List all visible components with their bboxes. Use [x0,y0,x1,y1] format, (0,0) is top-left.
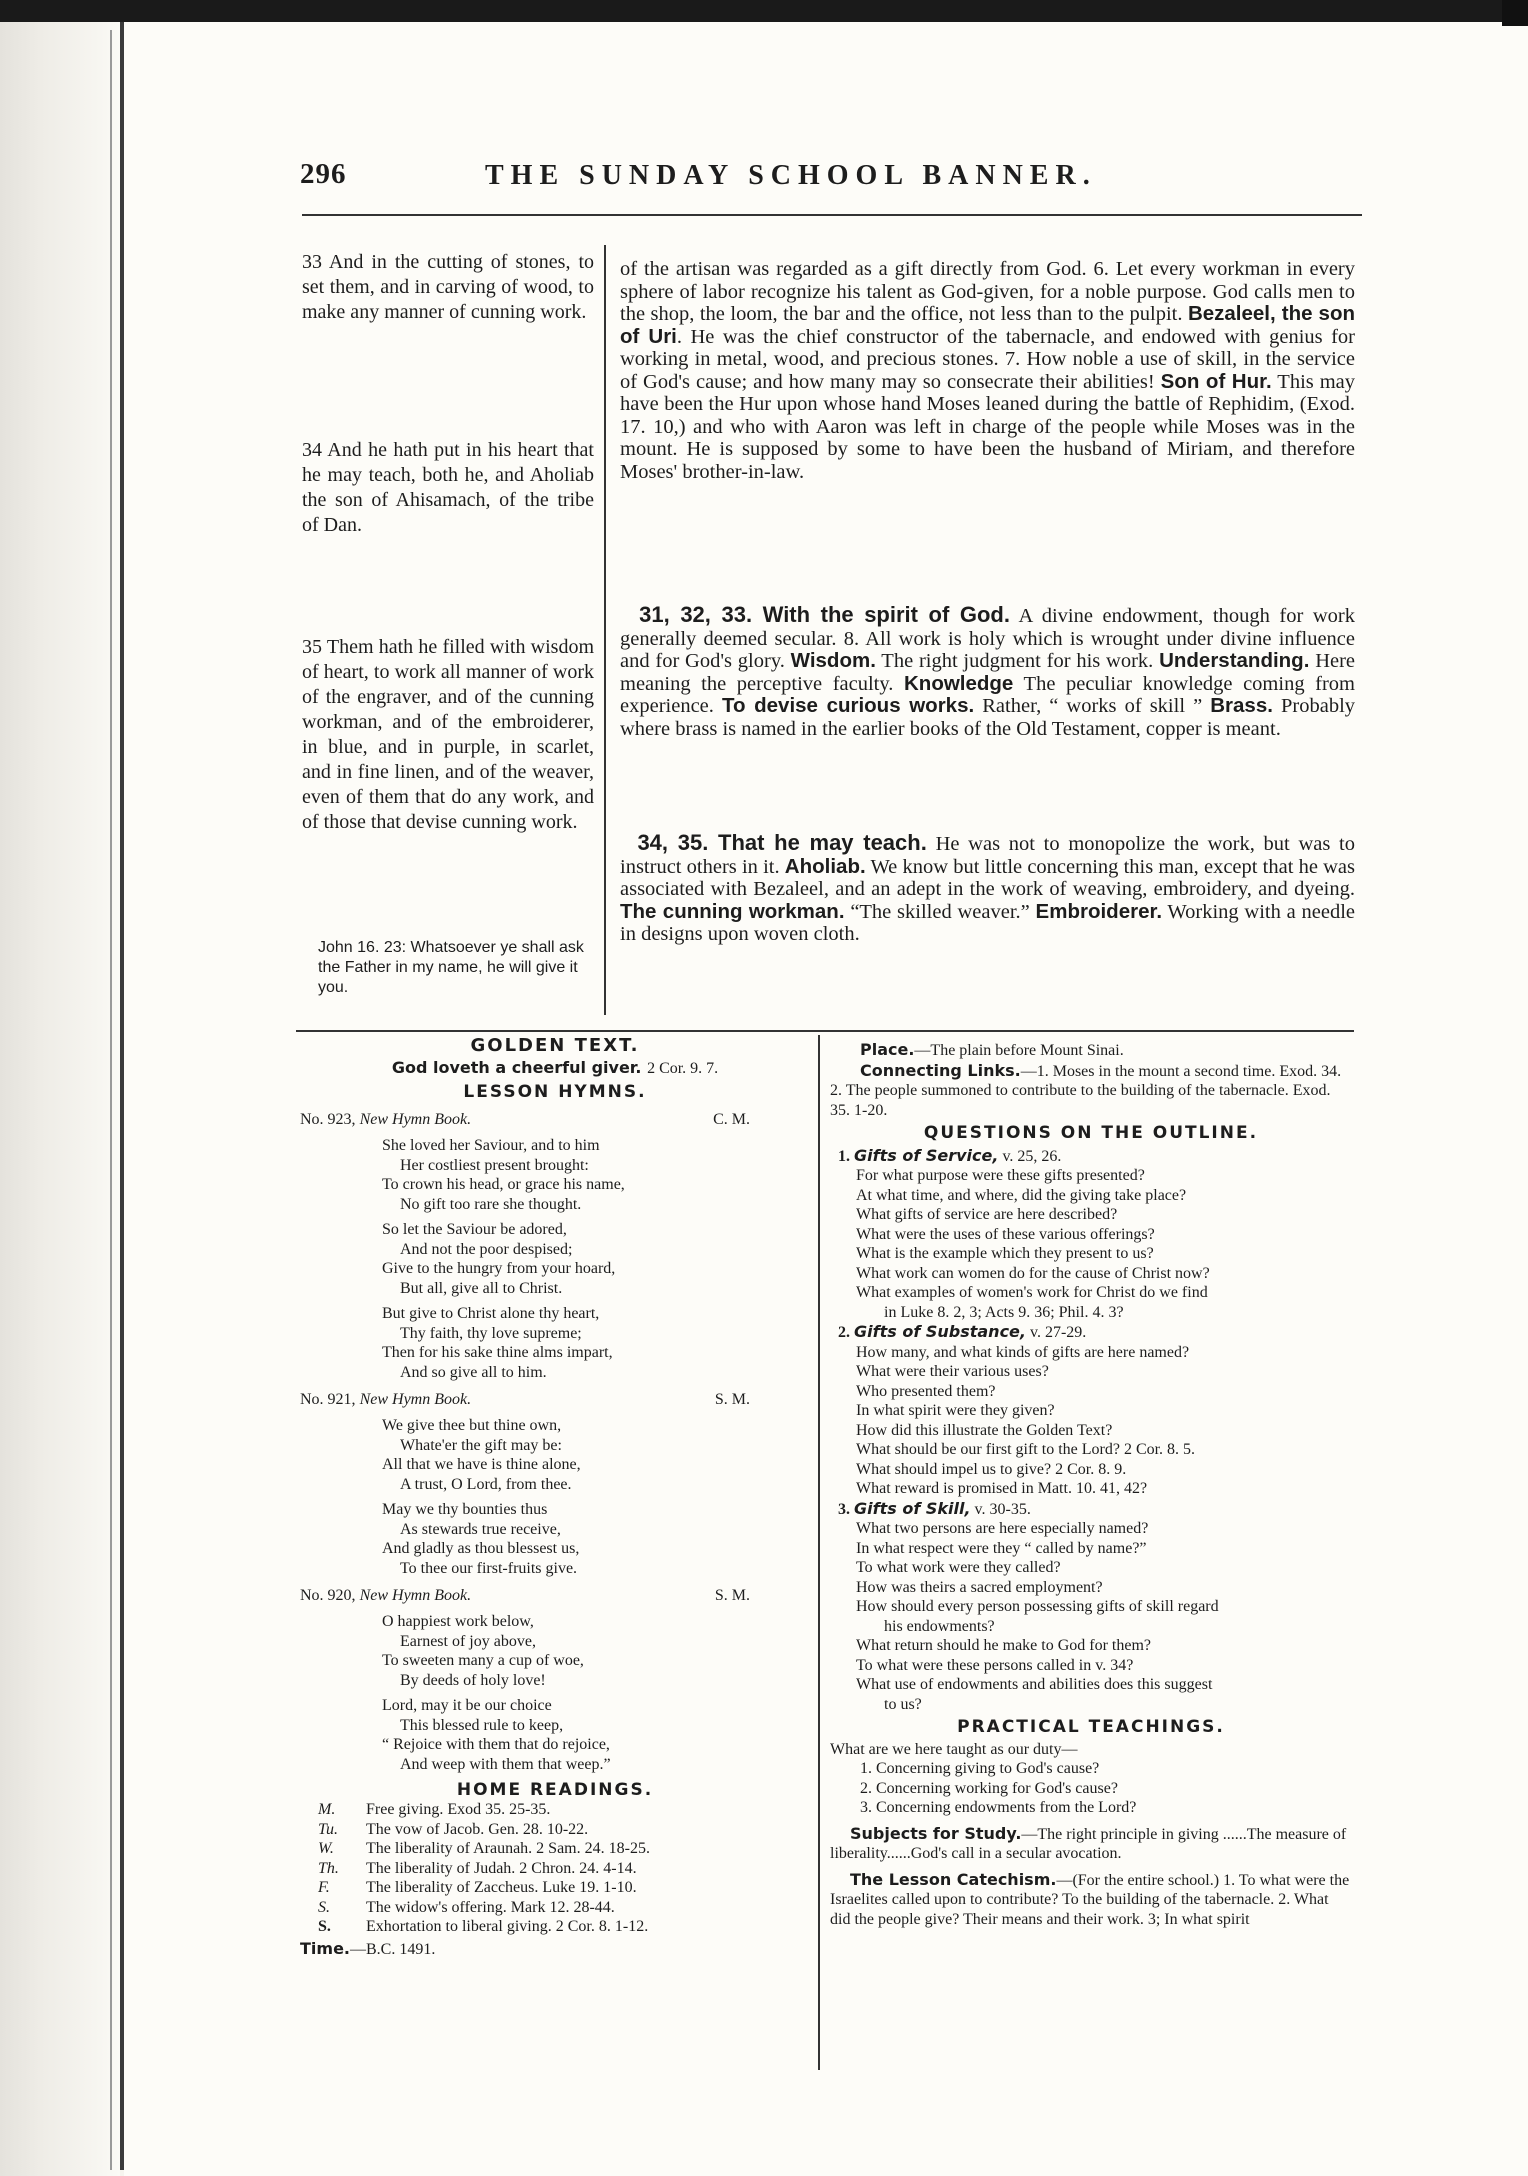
question: In what respect were they “ called by name?” [856,1539,1147,1557]
question: To what work were they called? [856,1559,1061,1576]
commentary-text: The right judgment for his work. [881,650,1154,672]
commentary-text: The peculiar knowledge coming from experience. [620,672,1355,717]
question-continuation: in Luke 8. 2, 3; Acts 9. 36; Phil. 4. 3? [884,1303,1124,1321]
commentary-term: Aholiab. [784,854,866,878]
question: What should impel us to give? 2 Cor. 8. 9. [856,1460,1127,1478]
commentary-term: Knowledge [904,671,1014,695]
question: What is the example which they present to us? [856,1245,1154,1262]
commentary-text: Rather, “ works of skill ” [982,695,1203,717]
hymn-book: New Hymn Book. [359,1587,472,1604]
section-ref: v. 30-35. [970,1500,1031,1518]
reading-day: Th. [318,1859,339,1877]
commentary-term: Understanding. [1159,649,1310,672]
commentary-lead: 34, 35. That he may teach. [637,830,927,855]
book-edge [0,0,120,2176]
question: In what spirit were they given? [856,1402,1055,1419]
section-ref: v. 25, 26. [998,1147,1062,1165]
home-reading [300,1839,810,1859]
subjects-for-study [830,1824,1352,1864]
hymn-line: But give to Christ alone thy heart, [382,1305,600,1322]
reading-text: The liberality of Araunah. 2 Sam. 24. 18-25. [366,1840,650,1857]
outline-section-1 [830,1146,1352,1167]
section-number: 3. [838,1500,850,1518]
verse-33: 33 And in the cutting of stones, to set them, and in carving of wood, to make any manner of cunning work. [302,251,594,323]
hymn-line: And gladly as thou blessest us, [382,1540,580,1557]
question: What two persons are here especially named? [856,1520,1149,1537]
page-edge-line [110,30,112,2170]
hymn-meter: S. M. [714,1391,750,1408]
commentary-paragraph [620,258,1355,483]
section-name: Gifts of Substance, [854,1322,1026,1341]
place-text: —The plain before Mount Sinai. [914,1042,1124,1059]
golden-text-reference: 2 Cor. 9. 7. [647,1060,719,1077]
hymn-meter: S. M. [714,1587,750,1604]
commentary-term: The cunning workman. [620,899,845,923]
hymn-stanza [300,1304,810,1382]
question: What examples of women's work for Christ do we find [856,1284,1208,1301]
commentary-text: . He was the chief constructor of the tabernacle, and endowed with genius for working in metal, wood, and precious stones. 7. How noble a use of skill, in the service of God's cause; and how many may so consecrate their abilities! [620,325,1355,393]
hymn-line: And not the poor despised; [400,1240,573,1258]
lesson-sidebar-right [830,1040,1352,1929]
time-label: Time. [300,1938,350,1958]
hymn-line: And so give all to him. [400,1363,547,1381]
reading-text: The vow of Jacob. Gen. 28. 10-22. [366,1820,589,1838]
commentary-term: Embroiderer. [1035,899,1163,923]
hymn-header [300,1390,810,1410]
duty-item: 2. Concerning working for God's cause? [860,1779,1118,1797]
duty-item: 1. Concerning giving to God's cause? [860,1760,1100,1777]
page-header [300,150,1370,210]
time-line [300,1939,810,1960]
commentary-term: Son of Hur. [1160,369,1272,393]
place-label: Place. [860,1040,915,1059]
hymn-line: All that we have is thine alone, [382,1456,581,1473]
reading-text: The liberality of Zaccheus. Luke 19. 1-10. [366,1879,637,1896]
commentary-text: This may have been the Hur upon whose hand Moses leaned during the battle of Rephidim, (Exod. 17. 10,) and who with Aaron was left in charge of the people while Moses was in the mount. He is supposed by some to have been the husband of Miriam, and therefore Moses' brother-in-law. [620,370,1356,483]
commentary-text: “The skilled weaver.” [850,900,1030,923]
section-name: Gifts of Skill, [854,1498,971,1518]
golden-text [300,1058,810,1079]
home-reading [300,1898,810,1918]
hymn-line: May we thy bounties thus [382,1501,548,1518]
home-reading [300,1878,810,1898]
commentary-text: Working with a needle in designs upon woven cloth. [620,900,1355,945]
hymn-line: To thee our first-fruits give. [400,1559,578,1577]
outline-section-3 [830,1499,1352,1520]
hymn-stanza [300,1220,810,1298]
verse-34: 34 And he hath put in his heart that he may teach, both he, and Aholiab the son of Ahisamach, of the tribe of Dan. [302,439,594,536]
catechism-text: —(For the entire school.) 1. To what were the Israelites called upon to contribute? To the building of the tabernacle. 2. What did the people give? Their means and their work. 3; In what spirit [830,1871,1350,1928]
question: What gifts of service are here described? [856,1206,1118,1223]
subjects-text: —The right principle in giving ......The measure of liberality......God's call in a secular avocation. [830,1825,1347,1862]
hymn-line: Earnest of joy above, [400,1632,536,1650]
header-rule [302,214,1362,216]
duty-intro: What are we here taught as our duty— [830,1740,1078,1758]
hymn-line: She loved her Saviour, and to him [382,1137,600,1154]
reading-text: The widow's offering. Mark 12. 28-44. [366,1898,615,1916]
section-name: Gifts of Service, [854,1145,999,1165]
hymn-stanza [300,1696,810,1774]
verse-35: 35 Them hath he filled with wisdom of heart, to work all manner of work of the engraver, and of the cunning workman, and of the embroiderer, in blue, and in purple, in scarlet, and in fine linen, and of the weaver, even of them that do any work, and of those that devise cunning work. [302,636,594,833]
question: How was theirs a sacred employment? [856,1578,1103,1596]
connecting-links-text: —1. Moses in the mount a second time. Exod. 34. 2. The people summoned to contribute to the building of the tabernacle. Exod. 35. 1-20. [830,1062,1342,1119]
hymn-line: “ Rejoice with them that do rejoice, [382,1736,610,1753]
hymn-line: O happiest work below, [382,1613,534,1630]
question: What work can women do for the cause of Christ now? [856,1264,1210,1282]
commentary-text: He was not to monopolize the work, but was to instruct others in it. [620,833,1356,878]
page-number: 296 [300,158,347,190]
golden-text-heading: GOLDEN TEXT. [470,1035,640,1056]
scan-corner-mark [1502,0,1528,26]
hymn-stanza [300,1500,810,1578]
question: How did this illustrate the Golden Text? [856,1421,1113,1439]
commentary-lead: 31, 32, 33. With the spirit of God. [639,602,1010,627]
reading-day: S. [318,1918,331,1935]
golden-text-quote: God loveth a cheerful giver. [391,1058,642,1077]
home-reading [300,1859,810,1879]
question: To what were these persons called in v. 34? [856,1656,1134,1674]
reading-day: M. [318,1801,336,1818]
question: At what time, and where, did the giving take place? [856,1186,1187,1204]
question: What return should he make to God for them? [856,1637,1152,1654]
place-line [830,1040,1352,1061]
hymn-number: No. 923, [300,1111,356,1128]
commentary-text: Probably where brass is named in the earlier books of the Old Testament, copper is meant. [620,695,1356,740]
hymn-line: This blessed rule to keep, [400,1716,564,1734]
question: What reward is promised in Matt. 10. 41, 42? [856,1480,1148,1497]
home-reading [300,1820,810,1840]
question: How many, and what kinds of gifts are here named? [856,1343,1190,1361]
hymn-number: No. 921, [300,1391,356,1408]
question-continuation: to us? [884,1695,922,1713]
hymn-line: A trust, O Lord, from thee. [400,1475,572,1493]
hymn-book: New Hymn Book. [359,1111,472,1128]
lesson-catechism [830,1870,1352,1930]
question: How should every person possessing gifts of skill regard [856,1598,1219,1615]
commentary-text: Here meaning the perceptive faculty. [620,650,1356,695]
hymn-line: No gift too rare she thought. [400,1195,582,1213]
scan-top-edge [0,0,1528,22]
connecting-links [830,1061,1352,1121]
hymn-line: Her costliest present brought: [400,1156,589,1174]
catechism-label: The Lesson Catechism. [850,1869,1057,1889]
hymn-header [300,1586,810,1606]
reading-text: Exhortation to liberal giving. 2 Cor. 8. 1-12. [366,1918,649,1935]
question: What use of endowments and abilities does this suggest [856,1676,1213,1693]
hymn-line: Then for his sake thine alms impart, [382,1344,613,1361]
lesson-sidebar-left [300,1036,810,1960]
hymn-meter: C. M. [713,1111,750,1128]
home-readings-heading: HOME READINGS. [456,1780,654,1800]
hymn-line: To sweeten many a cup of woe, [382,1652,584,1669]
question-continuation: his endowments? [884,1617,995,1635]
running-title: THE SUNDAY SCHOOL BANNER. [485,160,1097,191]
outline-section-2 [830,1322,1352,1343]
question: What were the uses of these various offerings? [856,1225,1155,1243]
reading-text: The liberality of Judah. 2 Chron. 24. 4-14. [366,1859,637,1877]
reading-day: W. [318,1840,334,1857]
subjects-label: Subjects for Study. [850,1823,1022,1843]
hymn-line: And weep with them that weep.” [400,1755,611,1773]
commentary-paragraph [620,832,1355,946]
column-divider [818,1035,820,2070]
commentary-text: of the artisan was regarded as a gift directly from God. 6. Let every workman in every sphere of labor recognize his talent as God-given, for a noble purpose. God calls men to the shop, the loom, the bar and the office, not less than to the pulpit. [620,258,1355,325]
commentary-text: We know but little concerning this man, except that he was associated with Bezaleel, and an adept in the work of weaving, embroidery, and dyeing. [620,855,1355,900]
hymn-line: Lord, may it be our choice [382,1697,552,1714]
reading-day: Tu. [318,1820,339,1838]
connecting-links-label: Connecting Links. [860,1060,1021,1080]
hymn-line: To crown his head, or grace his name, [382,1176,625,1193]
hymn-line: Give to the hungry from your hoard, [382,1260,616,1277]
hymn-stanza [300,1136,810,1214]
hymn-line: So let the Saviour be adored, [382,1221,567,1238]
hymn-book: New Hymn Book. [359,1391,472,1408]
column-divider [604,245,606,1015]
home-reading [300,1917,810,1937]
duty-item: 3. Concerning endowments from the Lord? [860,1799,1137,1816]
hymn-line: We give thee but thine own, [382,1417,562,1434]
hymn-line: By deeds of holy love! [400,1671,546,1689]
cross-reference: John 16. 23: Whatsoever ye shall ask the Father in my name, he will give it you. [318,939,584,996]
hymn-line: Whate'er the gift may be: [400,1436,562,1454]
section-number: 1. [838,1147,850,1165]
section-rule [296,1030,1354,1032]
practical-teachings-heading: PRACTICAL TEACHINGS. [957,1717,1225,1737]
questions-heading: QUESTIONS ON THE OUTLINE. [923,1123,1259,1143]
home-reading [300,1800,810,1820]
hymn-header [300,1110,810,1130]
hymn-stanza [300,1416,810,1494]
hymn-number: No. 920, [300,1587,356,1604]
hymn-line: As stewards true receive, [400,1520,561,1538]
hymn-line: Thy faith, thy love supreme; [400,1324,582,1342]
page-edge-border [120,20,124,2170]
question: What should be our first gift to the Lord? 2 Cor. 8. 5. [856,1441,1196,1458]
reading-day: F. [318,1879,330,1896]
section-number: 2. [838,1324,850,1341]
time-value: —B.C. 1491. [350,1940,436,1958]
question: Who presented them? [856,1382,996,1400]
question: What were their various uses? [856,1363,1049,1380]
commentary-term: Wisdom. [790,649,876,672]
commentary-term: Bezaleel, the son of Uri [620,302,1355,348]
hymn-stanza [300,1612,810,1690]
section-ref: v. 27-29. [1025,1324,1087,1341]
hymn-line: But all, give all to Christ. [400,1279,563,1297]
reading-day: S. [318,1898,330,1916]
commentary-term: Brass. [1210,694,1273,717]
question: For what purpose were these gifts presented? [856,1167,1145,1184]
commentary-paragraph [620,604,1355,740]
commentary-term: To devise curious works. [721,694,975,717]
commentary-text: A divine endowment, though for work generally deemed secular. 8. All work is holy which is wrought under divine influence and for God's glory. [620,605,1356,672]
lesson-hymns-heading: LESSON HYMNS. [463,1082,647,1102]
reading-text: Free giving. Exod 35. 25-35. [366,1801,551,1818]
